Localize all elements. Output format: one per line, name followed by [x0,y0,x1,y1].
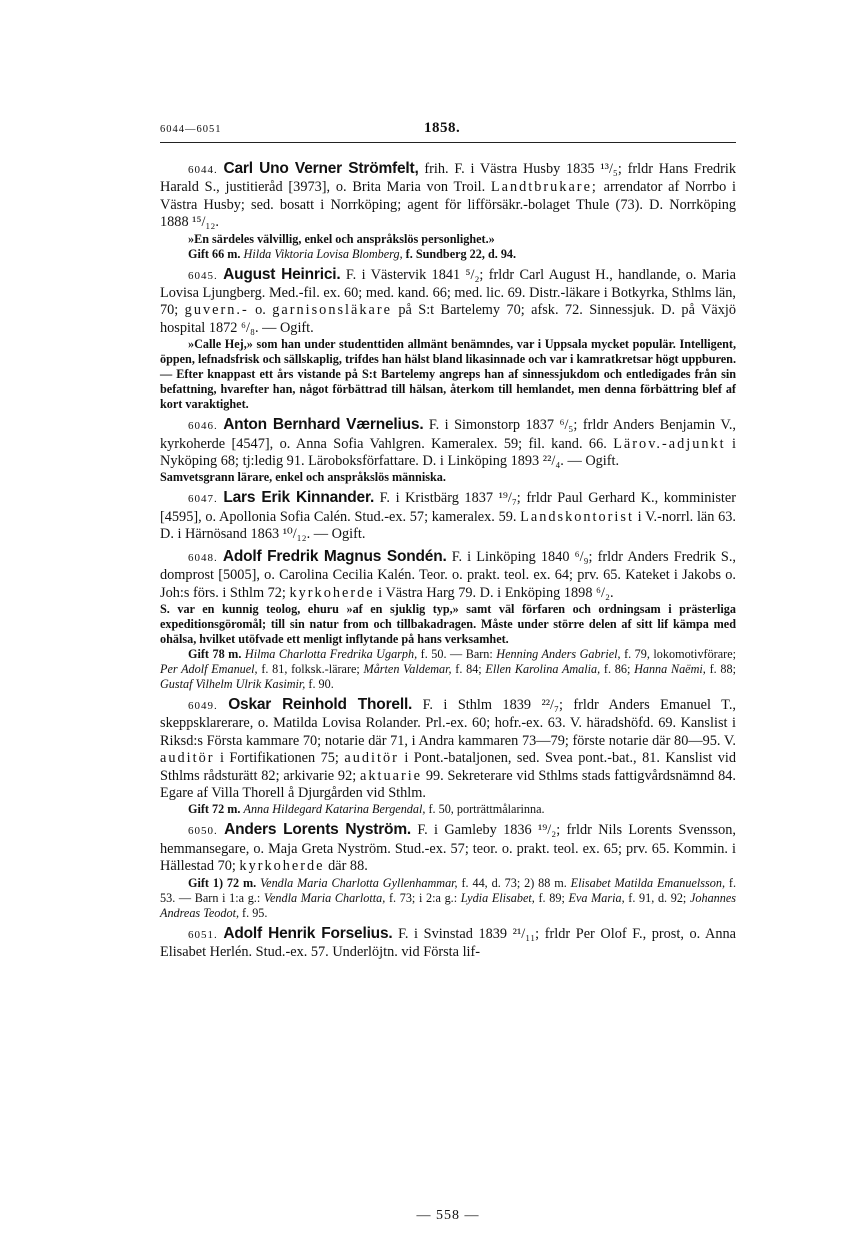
child-name: Mårten Valdemar, [363,661,452,676]
entry-6044 [160,160,736,262]
occupation: kyrkoherde [289,584,375,601]
entry-text: frih. F. i Västra Husby 1835 ¹³/₅; frldr Hans Fredrik Harald S., justitieråd [3973], o. Brita Maria von Troil. [160,161,736,196]
entry-text: F. i Sthlm 1839 ²²/₇; frldr Anders Emanuel T., skeppsklarerare, o. Matilda Lovisa Rolander. Prl.-ex. 60; hofr.-ex. 63. V. häradshöfd. 69. Kanslist i Riksd:s Första kammare 70; notarie där 71, i Andra kammaren 73—79; förste notarie där 80—95. V. [160,696,736,749]
entry-6046 [160,416,736,485]
child-name: Ellen Karolina Amalia, [485,661,601,676]
entry-text: F. i Gamleby 1836 ¹⁹/₂; frldr Nils Lorents Svensson, hemmansegare, o. Maja Greta Nyström. Stud.-ex. 57; teor. o. prakt. teol. ex. 65; prv. 65. Kommin. i Hällestad 70; [160,822,736,875]
page-number: — 558 — [416,1208,480,1223]
entry-name: Oskar Reinhold Thorell. [228,695,413,713]
child-info: f. 88; [705,661,736,676]
entry-note: »En särdeles välvillig, enkel och anspråkslös personlighet.» [188,231,495,246]
marriage-info [160,802,736,817]
entry-number: 6050. [188,825,218,838]
gift-rest: f. 50, porträttmålarinna. [425,802,545,817]
entry-text: i V.-norrl. län 63. D. i Härnösand 1863 ¹⁰/₁₂. — Ogift. [160,508,737,543]
entry-number: 6047. [188,493,218,506]
child-info: f. 95. [239,905,268,920]
occupation: kyrkoherde [239,858,325,875]
gift-rest: f. 44, d. 73; 2) 88 m. [457,875,571,890]
gift-lead: Gift 1) 72 m. [188,875,261,890]
entry-text: i Västra Harg 79. D. i Enköping 1898 ⁶/₂. [374,584,614,601]
entry-text: F. i Västervik 1841 ⁵/₂; frldr Carl August H., handlande, o. Maria Lovisa Ljungberg. Med.-fil. ex. 60; med. kand. 66; med. lic. 69. Distr.-läkare i Botkyrka, Sthlms län, 70; [160,266,736,319]
gift-rest: f. 50. — Barn: [417,646,497,661]
entry-note: »Calle Hej,» som han under studenttiden allmänt benämndes, var i Uppsala mycket populär. Intelligent, öppen, lefnadsfrisk och sällskaplig, trifdes han hälst bland likasinnade och var i kamratkretsar högt uppburen. — Efter knappast ett års vistande på S:t Bartelemy angreps han af sinnessjukdom och entledigades från sin befattning, hvarefter han, något förbättrad till hälsan, återkom till hemlandet, men denna förbättring blef af kort varaktighet. [160,337,736,412]
entry-range: 6044—6051 [160,124,222,135]
entry-6048 [160,548,736,692]
entry-number: 6051. [188,928,218,941]
entry-6050 [160,821,736,920]
page-header [160,122,736,143]
marriage-info [160,247,736,262]
entry-6049 [160,696,736,817]
child-name: Lydia Elisabet, [460,890,535,905]
entry-note: Samvetsgrann lärare, enkel och anspråkslös människa. [160,470,446,485]
entry-text: i Nyköping 68; tj:ledig 91. Läroboksförfattare. D. i Linköping 1893 ²²/₄. — Ogift. [160,435,737,470]
child-info: f. 89; [534,890,569,905]
entry-number: 6044. [188,164,218,176]
gift-rest: f. Sundberg 22, d. 94. [402,246,517,261]
occupation: auditör [344,750,399,767]
child-name: Per Adolf Emanuel, [160,661,258,676]
entry-6045 [160,266,736,413]
child-info: f. 73; i 2:a g.: [385,890,461,905]
entry-name: Anton Bernhard Værnelius. [223,416,424,434]
child-name: Hanna Naëmi, [634,661,706,676]
entry-number: 6045. [188,269,218,282]
marriage-info [160,647,736,692]
entry-text: i Fortifikationen 75; [214,750,345,767]
entry-text: 99. Sekreterare vid Sthlms stads fattigvårdsnämnd 84. Egare af Villa Thorell å Djurgården vid Sthlm. [160,767,736,801]
gift-lead: Gift 78 m. [188,646,245,661]
entry-name: Carl Uno Verner Strömfelt, [223,160,419,177]
spouse-name: Vendla Maria Charlotta Gyllenhammar, [260,875,458,890]
child-info: f. 91, d. 92; [624,890,690,905]
occupation: Lärov.-adjunkt [613,435,726,452]
page-year: 1858. [424,120,461,136]
child-info: f. 90. [305,676,334,691]
occupation: guvern.- [184,302,249,319]
entry-text: F. i Linköping 1840 ⁶/₉; frldr Anders Fredrik S., domprost [5005], o. Carolina Cecilia Kalén. Teor. o. prakt. teol. ex. 64; prv. 65. Kateket i Jakobs o. Joh:s förs. i Sthlm 72; [160,548,736,601]
child-name: Eva Maria, [568,890,625,905]
entry-number: 6049. [188,699,218,712]
entry-name: Anders Lorents Nyström. [224,821,412,839]
entry-note: S. var en kunnig teolog, ehuru »af en sjuklig typ,» samt väl förfaren och ordningsam i prästerliga expeditionsgöromål; till sin natur from och tillbakadragen. Måste under större delen af sitt lif kämpa med ohälsa, hvilket utöfvade ett menligt inflytande på hans verksamhet. [160,601,736,646]
entry-text: o. [248,302,273,319]
entry-name: Adolf Fredrik Magnus Sondén. [222,547,447,565]
spouse-name: Elisabet Matilda Emanuelsson, [570,875,726,890]
marriage-info [160,876,736,921]
gift-rest: f. 53. — Barn i 1:a g.: [160,875,737,905]
entry-number: 6048. [188,551,218,564]
entry-text: F. i Simonstorp 1837 ⁶/₅; frldr Anders Benjamin V., kyrkoherde [4547], o. Anna Sofia Vahlgren. Kameralex. 59; fil. kand. 66. [160,417,736,452]
spouse-name: Hilda Viktoria Lovisa Blomberg, [243,246,403,261]
entry-text: F. i Kristbärg 1837 ¹⁹/₇; frldr Paul Gerhard K., komminister [4595], o. Apollonia Sofia Calén. Stud.-ex. 57; kameralex. 59. [160,490,737,525]
entry-number: 6046. [188,420,218,433]
entry-text: på S:t Bartelemy 70; afsk. 72. Sinnessjuk. D. på Växjö hospital 1872 ⁶/₈. — Ogift. [160,302,736,336]
child-name: Henning Anders Gabriel, [496,646,621,661]
occupation: Landskontorist [520,508,634,525]
text-column [160,160,736,965]
child-info: f. 84; [451,661,486,676]
entry-6047 [160,489,736,543]
gift-lead: Gift 66 m. [188,246,244,261]
entry-text: arrendator af Norrbo i Västra Husby; sed. bosatt i Norrköping; agent för lifförsäkr.-bolaget Thule (73). D. Norrköping 1888 ¹⁵/₁₂. [160,179,736,231]
occupation: aktuarie [359,767,423,784]
child-name: Gustaf Vilhelm Ulrik Kasimir, [160,676,306,691]
entry-6051 [160,925,736,962]
spouse-name: Hilma Charlotta Fredrika Ugarph, [244,646,418,661]
child-info: f. 86; [600,661,635,676]
child-name: Vendla Maria Charlotta, [263,890,386,905]
child-info: f. 79, lokomotivförare; [620,646,737,661]
entry-text: i Pont.-bataljonen, sed. Svea pont.-bat., 81. Kanslist vid Sthlms rådsturätt 82; arkivarie 92; [160,750,736,784]
entry-name: August Heinrici. [223,265,341,283]
entry-text: F. i Svinstad 1839 ²¹/₁₁; frldr Per Olof F., prost, o. Anna Elisabet Herlén. Stud.-ex. 57. Underlöjtn. vid Första lif- [160,925,737,960]
occupation: auditör [160,750,215,767]
gift-lead: Gift 72 m. [188,802,244,817]
child-info: f. 81, folksk.-lärare; [257,661,364,676]
occupation: Landtbrukare; [490,179,598,196]
entry-name: Adolf Henrik Forselius. [223,924,393,942]
entry-text: där 88. [324,858,368,875]
spouse-name: Anna Hildegard Katarina Bergendal, [243,802,426,817]
occupation: garnisonsläkare [272,302,392,319]
child-name: Johannes Andreas Teodot, [160,890,737,920]
entry-name: Lars Erik Kinnander. [223,489,375,507]
